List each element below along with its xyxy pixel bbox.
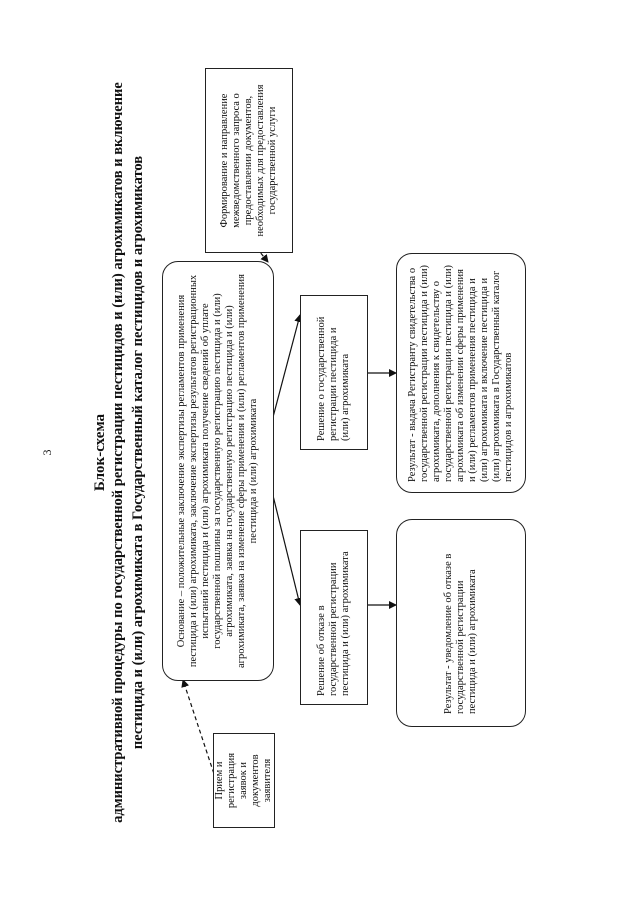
box-result-register: Результат - выдача Регистранту свидетельства о государственной регистрации пестицида и (или) агрохимиката, дополнения к свидетельству о государственной регистрации пестицида и (или) агрохимиката об изменении сферы применения и (или) регламентов применения пестицида и (или) агрохимиката и включение пестицида и (или) агрохимиката в Государственный каталог пестицидов и агрохимикатов bbox=[396, 253, 526, 493]
box-reception-registration: Прием и регистрация заявок и документов заявителя bbox=[213, 733, 275, 828]
box-decision-register: Решение о государственной регистрации пестицида и (или) агрохимиката bbox=[300, 295, 368, 450]
title-line-3: пестицида и (или) агрохимиката в Государственный каталог пестицидов и агрохимикатов bbox=[130, 155, 146, 750]
title-line-1: Блок-схема bbox=[92, 413, 108, 492]
box-decision-refuse: Решение об отказе в государственной регистрации пестицида и (или) агрохимиката bbox=[300, 530, 368, 705]
box-result-refuse: Результат - уведомление об отказе в государственной регистрации пестицида и (или) агрохимиката bbox=[396, 519, 526, 727]
dashed-arrow-reception bbox=[183, 680, 216, 780]
title-line-2: административной процедуры по государственной регистрации пестицидов и (или) агрохимикатов и включение bbox=[110, 82, 126, 823]
page-number: 3 bbox=[40, 449, 54, 456]
box-basis: Основание – положительные заключение экспертизы регламентов применения пестицида и (или) агрохимиката, заключение экспертизы результатов регистрационных испытаний пестицида и (или) агрохимиката получение сведений об уплате государственной пошлины за государственную регистрацию пестицида и (или) агрохимиката, заявка на государственную регистрацию пестицида и (или) агрохимиката, заявка на изменение сферы применения и (или) регламентов применения пестицида и (или) агрохимиката bbox=[162, 261, 274, 681]
box-interagency-request: Формирование и направление межведомственного запроса о предоставлении документов, необходимых для предоставления государственной услуги bbox=[205, 68, 293, 253]
